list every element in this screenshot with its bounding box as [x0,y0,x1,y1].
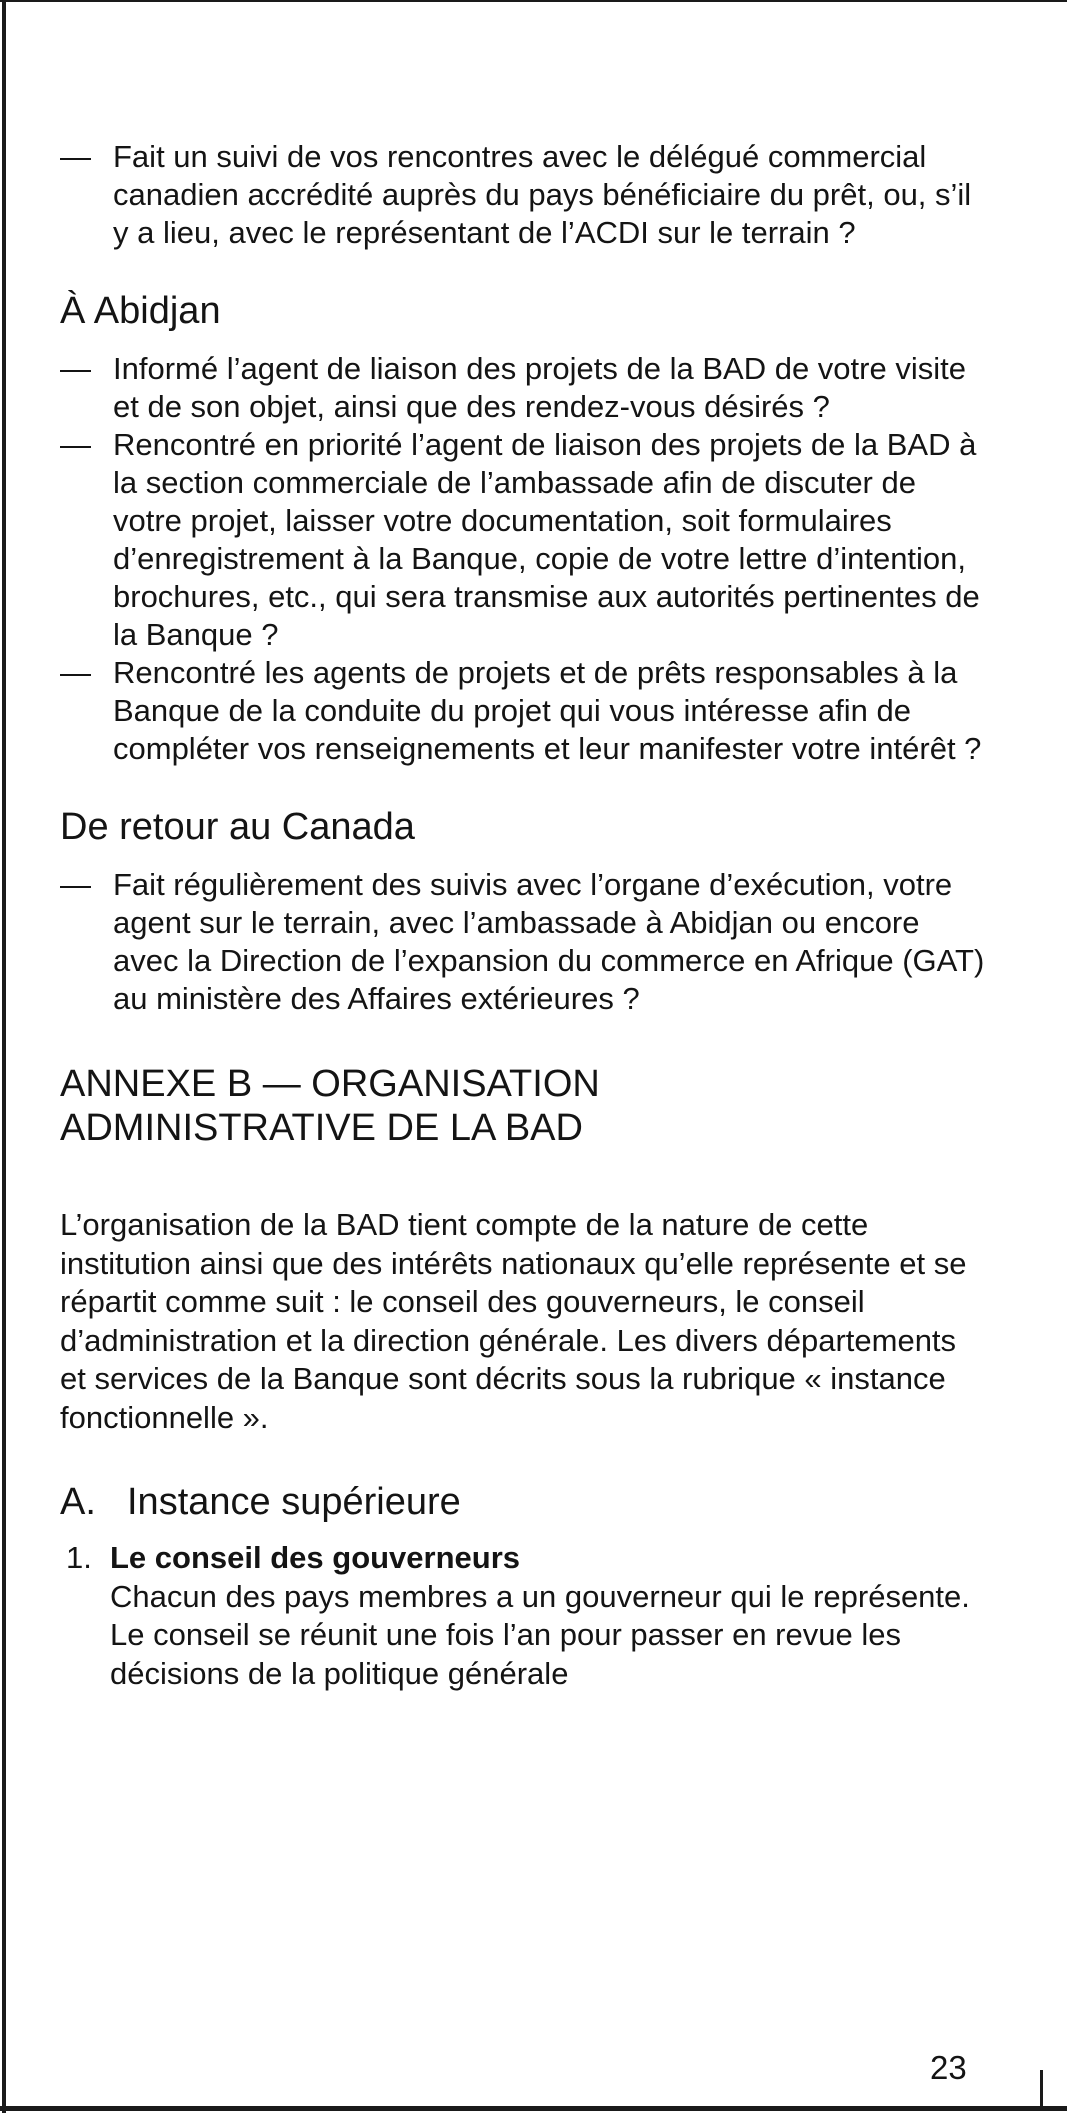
dash-bullet: — [60,867,91,902]
list-item-text: Informé l’agent de liaison des projets de la BAD de votre visite et de son objet, ainsi que des rendez-vous désirés ? [113,351,966,424]
page-border-bottom [0,2106,1067,2111]
numbered-item [60,1539,990,1693]
annex-heading-line2: ADMINISTRATIVE DE LA BAD [60,1107,583,1149]
page-number: 23 [930,2049,967,2086]
list-item-text: Rencontré en priorité l’agent de liaison des projets de la BAD à la section commerciale de l’ambassade afin de discuter de votre projet, laisser votre documentation, soit formulaires d’enregistrement à la Banque, copie de votre lettre d’intention, brochures, etc., qui sera transmise aux autorités pertinentes de la Banque ? [113,427,980,652]
section-a-letter: A. [60,1481,96,1523]
section-heading-abidjan: À Abidjan [60,290,221,332]
list-item-text: Rencontré les agents de projets et de prêts responsables à la Banque de la conduite du projet qui vous intéresse afin de compléter vos renseignements et leur manifester votre intérêt ? [113,655,982,766]
section-a-title: Instance supérieure [127,1481,461,1523]
section-a-heading [60,1479,990,1525]
dash-bullet: — [60,139,91,174]
dash-bullet: — [60,427,91,462]
item-text: Chacun des pays membres a un gouverneur qui le représente. Le conseil se réunit une fois l’an pour passer en revue les décisions de la politique générale [110,1578,970,1691]
list-item-text: Fait un suivi de vos rencontres avec le délégué commercial canadien accrédité auprès du pays bénéficiaire du prêt, ou, s’il y a lieu, avec le représentant de l’ACDI sur le terrain ? [113,139,972,250]
page-border-top [0,0,1067,2]
page-content [60,138,990,1693]
list-item [60,654,990,768]
list-item-text: Fait régulièrement des suivis avec l’organe d’exécution, votre agent sur le terrain, avec l’ambassade à Abidjan ou encore avec la Direction de l’expansion du commerce en Afrique (GAT) au ministère des Affaires extérieures ? [113,867,985,1016]
section-heading-canada: De retour au Canada [60,806,415,848]
list-item [60,426,990,654]
page-border-right [1040,2070,1043,2110]
dash-bullet: — [60,655,91,690]
annex-heading [60,1062,990,1150]
dash-bullet: — [60,351,91,386]
list-item [60,866,990,1018]
annex-paragraph: L’organisation de la BAD tient compte de la nature de cette institution ainsi que des intérêts nationaux qu’elle représente et se répartit comme suit : le conseil des gouverneurs, le conseil d’administration et la direction générale. Les divers départements et services de la Banque sont décrits sous la rubrique « instance fonctionnelle ». [60,1207,967,1435]
item-title: Le conseil des gouverneurs [110,1540,521,1575]
list-item [60,350,990,426]
page-border-left [2,0,6,2113]
annex-heading-line1: ANNEXE B — ORGANISATION [60,1063,600,1105]
list-item [60,138,990,252]
item-number: 1. [66,1540,92,1575]
